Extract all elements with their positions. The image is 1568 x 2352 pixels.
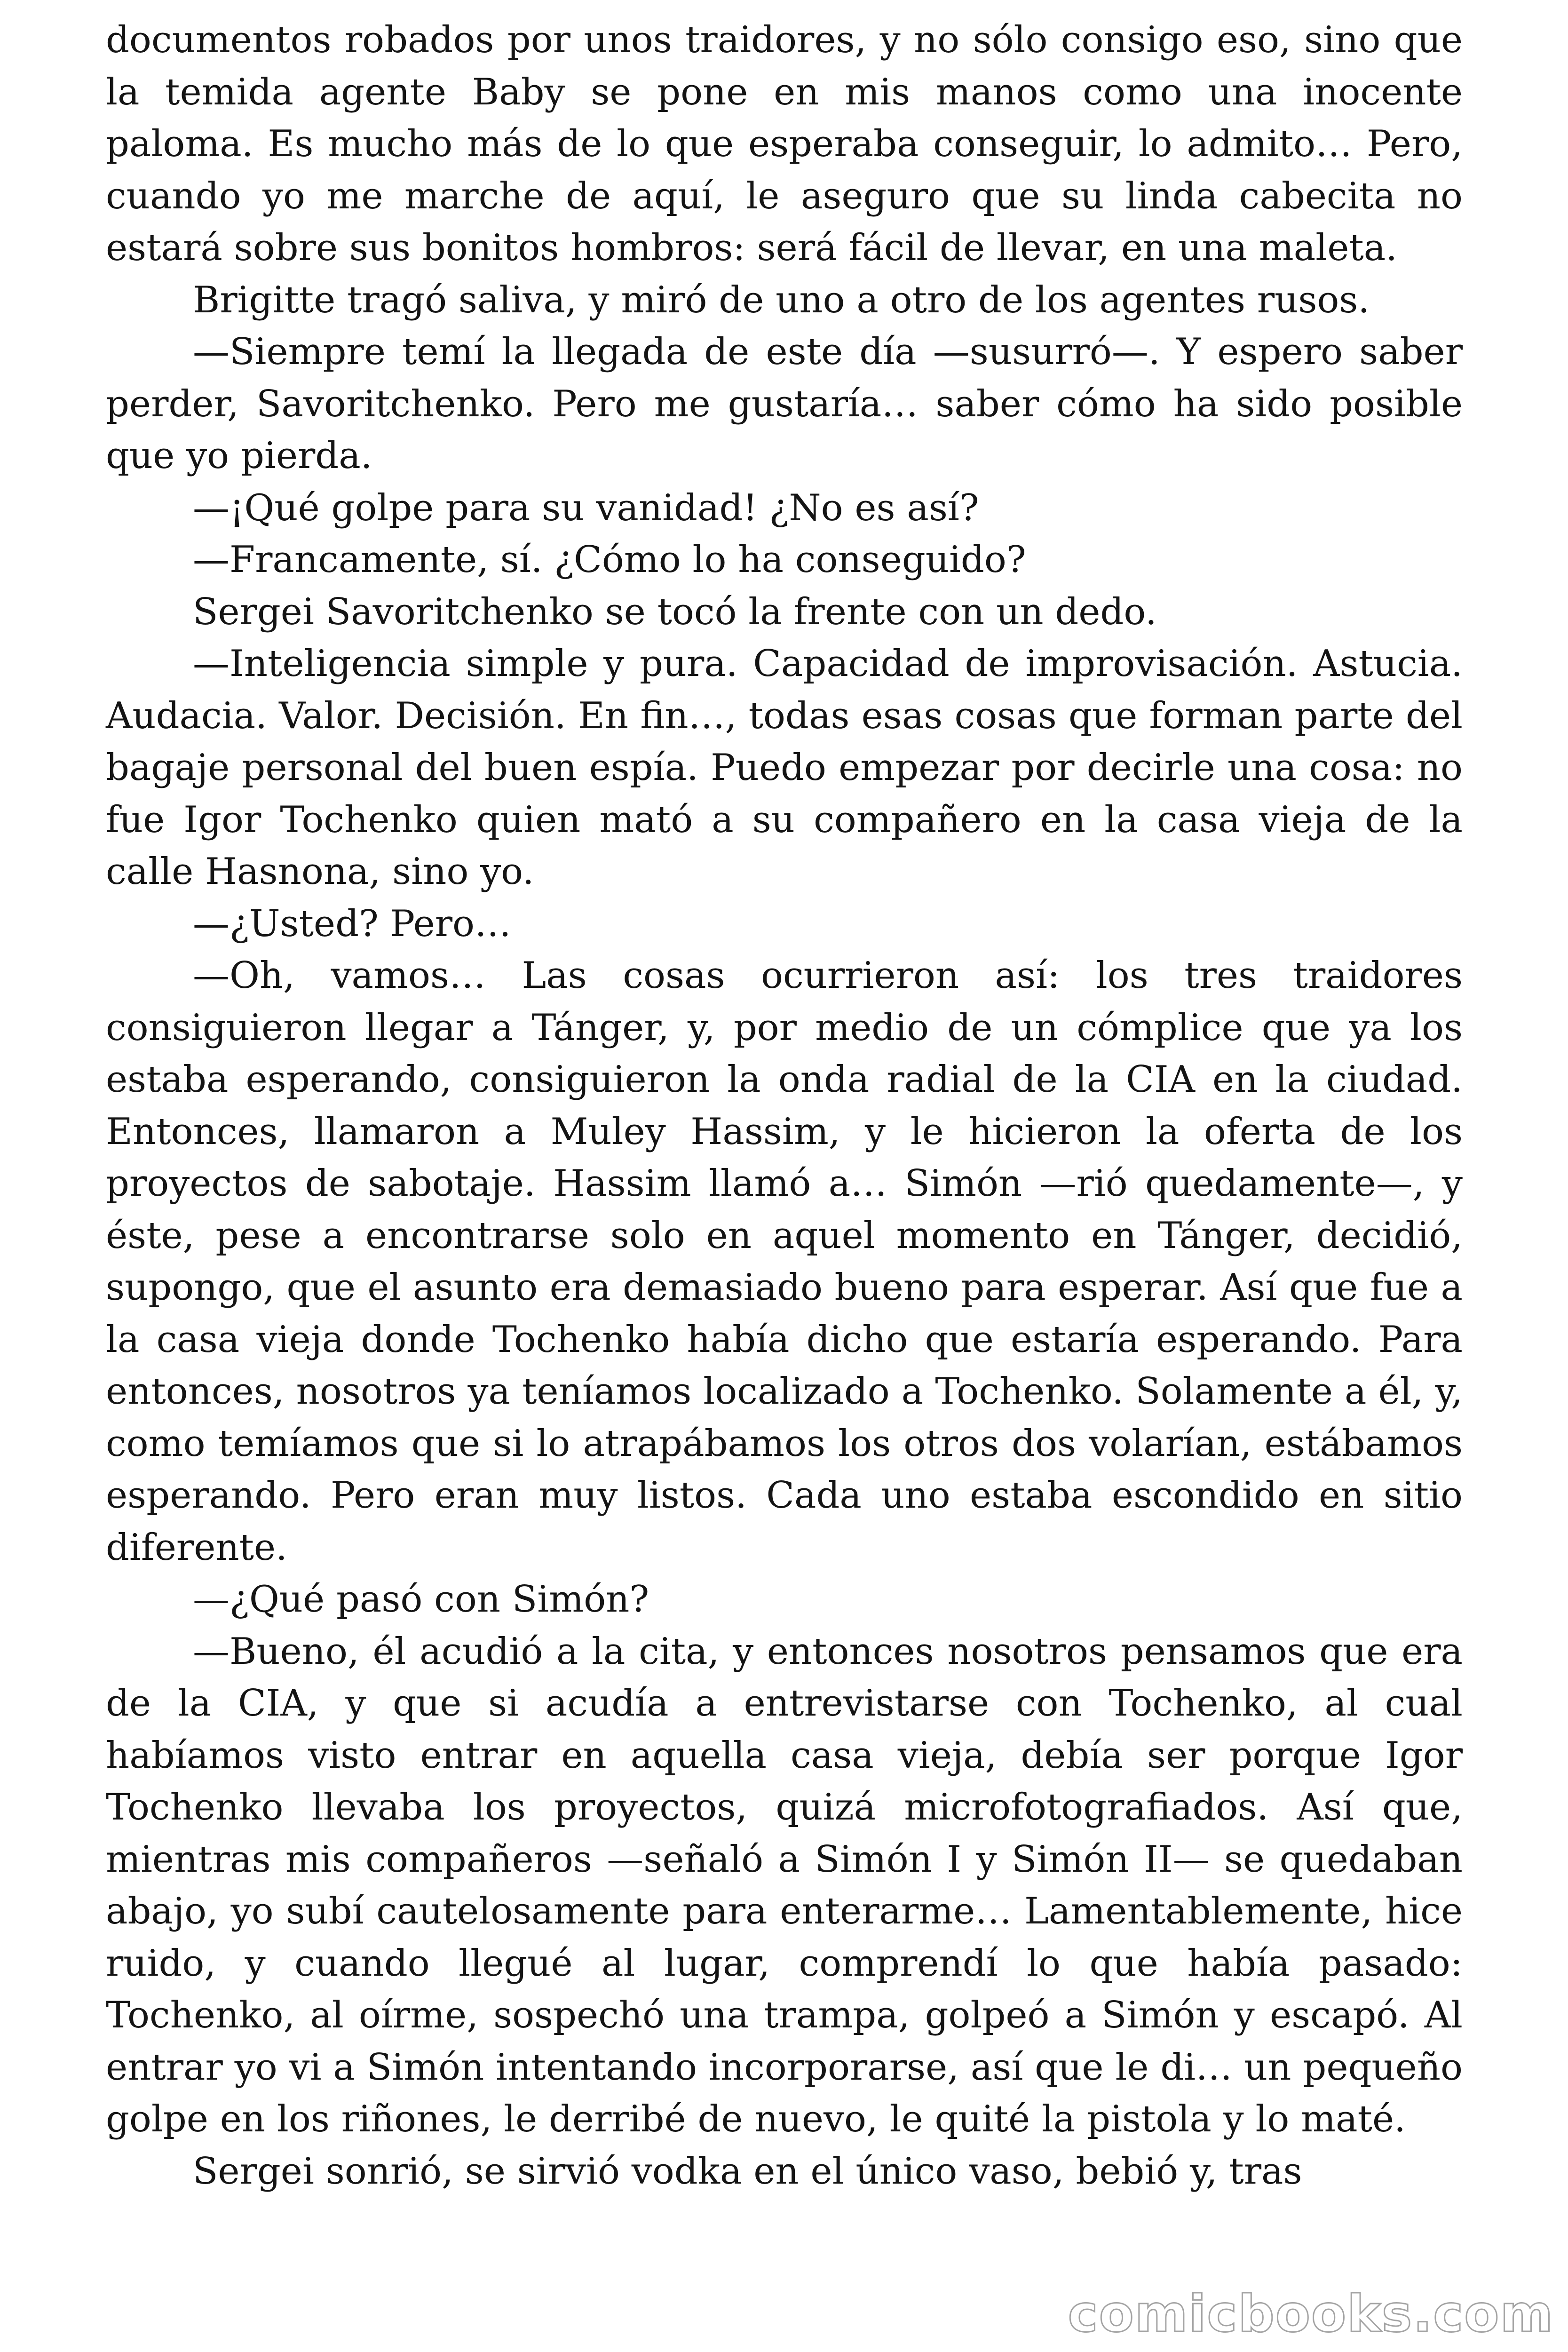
paragraph: —Inteligencia simple y pura. Capacidad de improvisación. Astucia. Audacia. Valor. Decisión. En fin…, todas esas cosas que forman parte del bagaje personal del buen espía. Puedo empezar por decirle una cosa: no fue Igor Tochenko quien mató a su compañero en la casa vieja de la calle Hasnona, sino yo.	[106, 643, 1463, 893]
paragraph: —Oh, vamos… Las cosas ocurrieron así: los tres traidores consiguieron llegar a Tánger, y, por medio de un cómplice que ya los estaba esperando, consiguieron la onda radial de la CIA en la ciudad. Entonces, llamaron a Muley Hassim, y le hicieron la oferta de los proyectos de sabotaje. Hassim llamó a… Simón —rió quedamente—, y éste, pese a encontrarse solo en aquel momento en Tánger, decidió, supongo, que el asunto era demasiado bueno para esperar. Así que fue a la casa vieja donde Tochenko había dicho que estaría esperando. Para entonces, nosotros ya teníamos localizado a Tochenko. Solamente a él, y, como temíamos que si lo atrapábamos los otros dos volarían, estábamos esperando. Pero eran muy listos. Cada uno estaba escondido en sitio diferente.	[106, 954, 1463, 1569]
paragraph: —Bueno, él acudió a la cita, y entonces nosotros pensamos que era de la CIA, y que si acudía a entrevistarse con Tochenko, al cual habíamos visto entrar en aquella casa vieja, debía ser porque Igor Tochenko llevaba los proyectos, quizá microfotografiados. Así que, mientras mis compañeros —señaló a Simón I y Simón II— se quedaban abajo, yo subí cautelosamente para enterarme… Lamentablemente, hice ruido, y cuando llegué al lugar, comprendí lo que había pasado: Tochenko, al oírme, sospechó una trampa, golpeó a Simón y escapó. Al entrar yo vi a Simón intentando incorporarse, así que le di… un pequeño golpe en los riñones, le derribé de nuevo, le quité la pistola y lo maté.	[106, 1630, 1463, 2140]
paragraph: —¡Qué golpe para su vanidad! ¿No es así?	[193, 486, 979, 529]
book-page	[106, 14, 1463, 2197]
paragraph: —Siempre temí la llegada de este día —susurró—. Y espero saber perder, Savoritchenko. Pero me gustaría… saber cómo ha sido posible que yo pierda.	[106, 331, 1463, 477]
paragraph: —¿Qué pasó con Simón?	[193, 1578, 649, 1621]
paragraph: —Francamente, sí. ¿Cómo lo ha conseguido?	[193, 539, 1026, 581]
paragraph: Sergei Savoritchenko se tocó la frente con un dedo.	[193, 590, 1157, 633]
paragraph: documentos robados por unos traidores, y no sólo consigo eso, sino que la temida agente Baby se pone en mis manos como una inocente paloma. Es mucho más de lo que esperaba conseguir, lo admito… Pero, cuando yo me marche de aquí, le aseguro que su linda cabecita no estará sobre sus bonitos hombros: será fácil de llevar, en una maleta.	[106, 19, 1463, 269]
paragraph: Brigitte tragó saliva, y miró de uno a otro de los agentes rusos.	[193, 278, 1370, 321]
paragraph: —¿Usted? Pero…	[193, 902, 512, 945]
paragraph: Sergei sonrió, se sirvió vodka en el único vaso, bebió y, tras	[193, 2150, 1302, 2193]
watermark: comicbooks.com	[1068, 2285, 1554, 2344]
